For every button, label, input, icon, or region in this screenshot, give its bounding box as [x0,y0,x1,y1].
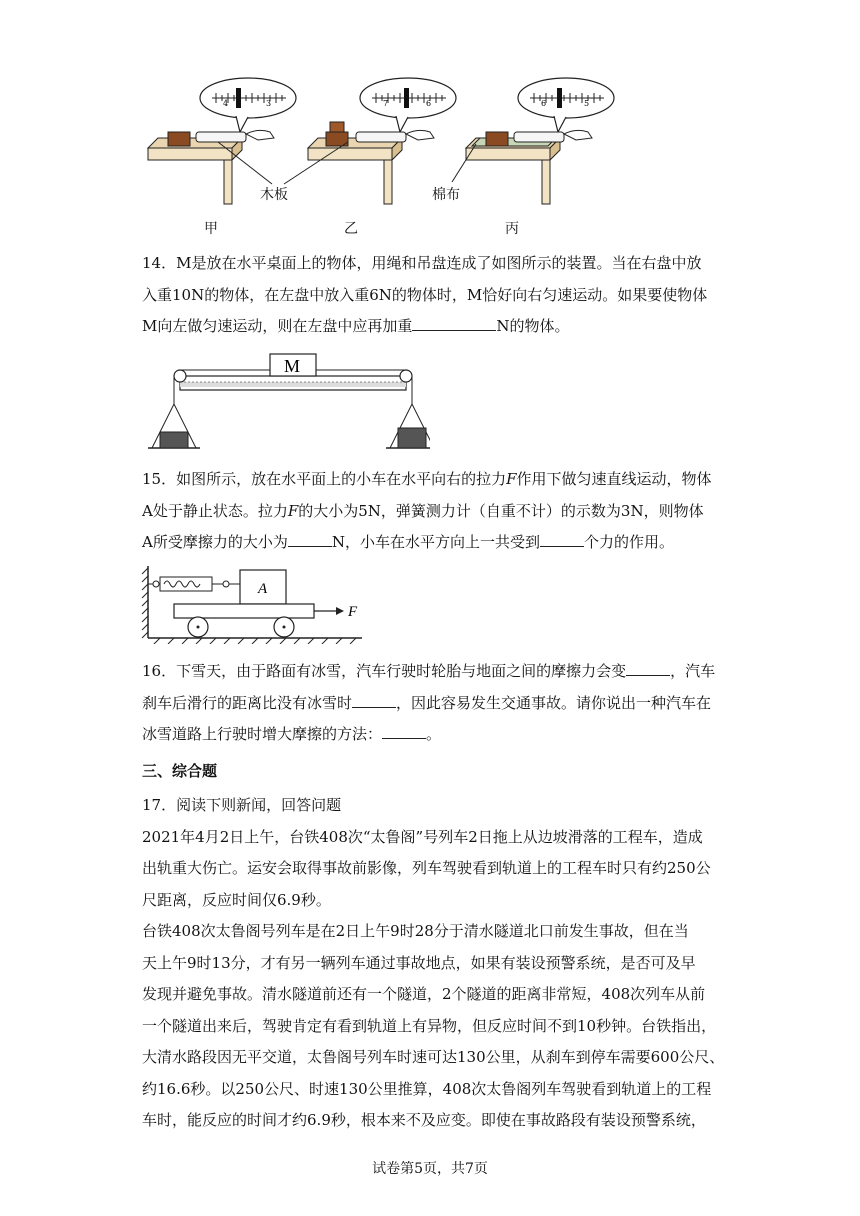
question-17 [142,790,725,1137]
q16-text: ，因此容易发生交通事故。请你说出一种汽车在 [396,693,712,712]
q17-line: 发现并避免事故。清水隧道前还有一个隧道，2个隧道的距离非常短，408次列车从前 [142,985,706,1003]
q17-line: 约16.6秒。以250公尺、时速130公里推算，408次太鲁阁列车驾驶看到轨道上的工程 [142,1079,712,1098]
q17-intro: 17．阅读下则新闻，回答问题 [142,796,342,814]
force-symbol: F [287,501,299,520]
question-16 [142,656,720,751]
q16-text: ，汽车 [670,662,716,680]
q16-line [142,719,720,751]
q15-text: A处于静止状态。拉力 [142,501,288,520]
question-15 [142,464,720,559]
scale-number: 6 [541,99,547,108]
q15-text: 个力的作用。 [583,533,674,551]
q16-text: 。 [426,725,442,743]
scale-number: 4 [223,99,229,108]
answer-blank[interactable] [352,692,396,708]
q16-text: 16．下雪天，由于路面有冰雪，汽车行驶时轮胎与地面之间的摩擦力会变 [142,662,627,680]
answer-blank[interactable] [540,531,584,547]
q14-line: 入重10N的物体，在左盘中放入重6N的物体时，M恰好向右匀速运动。如果要使物体 [142,285,708,304]
q15-line [142,527,720,559]
q15-line [142,464,720,496]
answer-blank[interactable] [412,315,496,331]
scale-number: 6 [426,99,432,108]
q17-line: 大清水路段因无平交道，太鲁阁号列车时速可达130公里，从刹车到停车需要600公尺、 [142,1048,725,1066]
q15-text: 15．如图所示，放在水平面上的小车在水平向右的拉力 [142,470,507,488]
answer-blank[interactable] [288,531,332,547]
scale-number: 3 [266,99,272,108]
section-title: 三、综合题 [142,762,218,780]
q17-line: 天上午9时13分，才有另一辆列车通过事故地点，如果有装设预警系统，是否可及早 [142,953,696,972]
scale-number: 5 [584,99,590,108]
q14-text: M向左做匀速运动，则在左盘中应再加重 [142,317,413,335]
force-symbol: F [506,470,517,488]
q17-line: 一个隧道出来后，驾驶肯定有看到轨道上有异物，但反应时间不到10秒钟。台铁指出， [142,1016,717,1035]
q17-line: 出轨重大伤亡。运安会取得事故前影像，列车驾驶看到轨道上的工程车时只有约250公 [142,859,711,877]
q15-text: N，小车在水平方向上一共受到 [331,533,540,551]
page-footer: 试卷第5页，共7页 [372,1161,488,1177]
q15-text: 的大小为5N，弹簧测力计（自重不计）的示数为3N，则物体 [298,501,704,520]
q14-text: N的物体。 [496,317,570,335]
q17-line: 车时，能反应的时间才约6.9秒，根本来不及应变。即使在事故路段有装设预警系统， [142,1111,706,1129]
q16-text: 冰雪道路上行驶时增大摩擦的方法： [142,725,383,743]
q15-text: 作用下做匀速直线运动，物体 [516,470,712,488]
block-a-label: A [258,581,268,597]
q17-line: 2021年4月2日上午，台铁408次“太鲁阁”号列车2日拖上从边坡滑落的工程车，造成 [142,827,703,846]
friction-experiment-figure [140,76,620,236]
q16-line [142,688,720,720]
block-m-label: M [284,356,301,376]
q16-line [142,656,720,688]
answer-blank[interactable] [382,723,426,739]
setup-bing [466,78,614,204]
caption-bing: 丙 [505,221,519,237]
q15-line [142,496,720,528]
caption-jia: 甲 [204,221,218,237]
q15-text: A所受摩擦力的大小为 [142,533,288,551]
question-14 [142,248,720,343]
force-f-label: F [348,604,358,620]
scale-number: 7 [383,99,389,108]
pulley-figure [140,352,430,456]
q17-line: 尺距离，反应时间仅6.9秒。 [142,890,331,909]
label-mianbu: 棉布 [432,187,460,203]
label-muban: 木板 [260,187,288,203]
q17-line: 台铁408次太鲁阁号列车是在2日上午9时28分于清水隧道北口前发生事故，但在当 [142,922,689,940]
q14-line [142,311,720,343]
q14-line: 14．M是放在水平桌面上的物体，用绳和吊盘连成了如图所示的装置。当在右盘中放 [142,254,702,272]
q16-text: 刹车后滑行的距离比没有冰雪时 [142,693,353,712]
cart-figure [140,564,370,644]
caption-yi: 乙 [344,221,358,237]
answer-blank[interactable] [626,660,670,676]
